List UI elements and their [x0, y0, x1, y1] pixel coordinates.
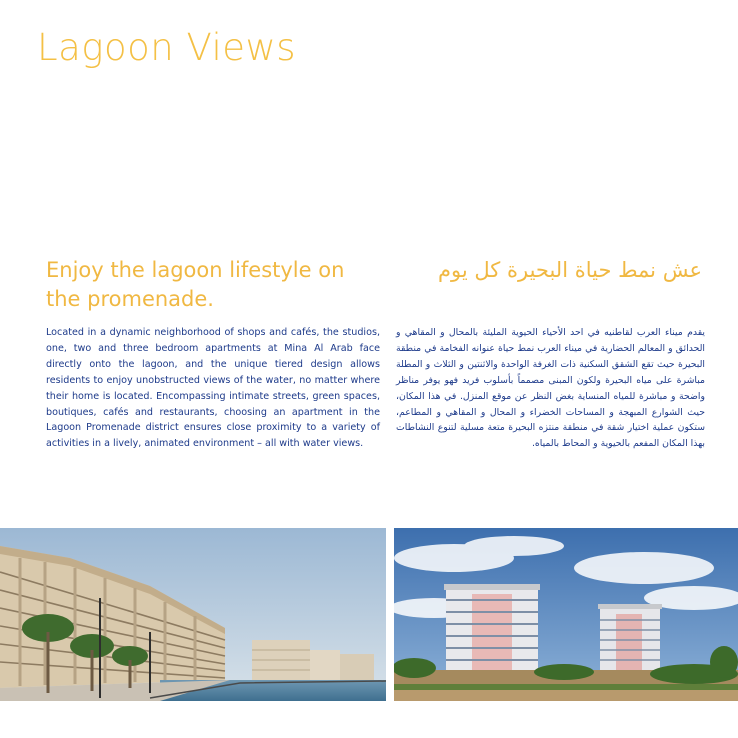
- arabic-heading: عش نمط حياة البحيرة كل يوم: [438, 258, 702, 282]
- arabic-body-text: يقدم ميناء العرب لقاطنيه في احد الأحياء الحيوية المليئة بالمحال و المقاهي و الحدائق و المعالم الحضارية في ميناء العرب نمط حياة عنوانه الفخامة في منطقة البحيرة حيث تقع الشقق السكنية ذات الغرفة الواحدة والاثنتين و الثلاث و المطلة مباشرة على مياه البحيرة ولكون المبنى مصمماً بأسلوب فريد فهو يوفر مناظر واضحة و مباشرة للمياه المنساية بغض النظر عن موقع المنزل. في هذا المكان، حيث الشوارع المبهجة و المساحات الخضراء و المحال و المقاهي و المطاعم، ستكون عملية اختيار شقة في منطقة منتزه البحيرة متعة مسلية لتنوع النشاطات بهذا المكان المفعم بالحيوية و المحاط بالمياه.: [396, 327, 705, 450]
- promenade-apartments-photo: [0, 528, 386, 701]
- english-body-text: Located in a dynamic neighborhood of shops and cafés, the studios, one, two and three bedroom apartments at Mina Al Arab face directly onto the lagoon, and the unique tiered design allows residents to enjoy unobstructed views of the water, no matter where their home is located. Encompassing intimate streets, green spaces, boutiques, cafés and restaurants, choosing an apartment in the Lagoon Promenade district ensures close proximity to a variety of activities in a lively, animated environment – all with water views.: [46, 327, 380, 450]
- english-heading: Enjoy the lagoon lifestyle on the promenade.: [46, 258, 345, 311]
- page-title: Lagoon Views: [37, 26, 297, 69]
- lagoon-towers-photo: [394, 528, 738, 701]
